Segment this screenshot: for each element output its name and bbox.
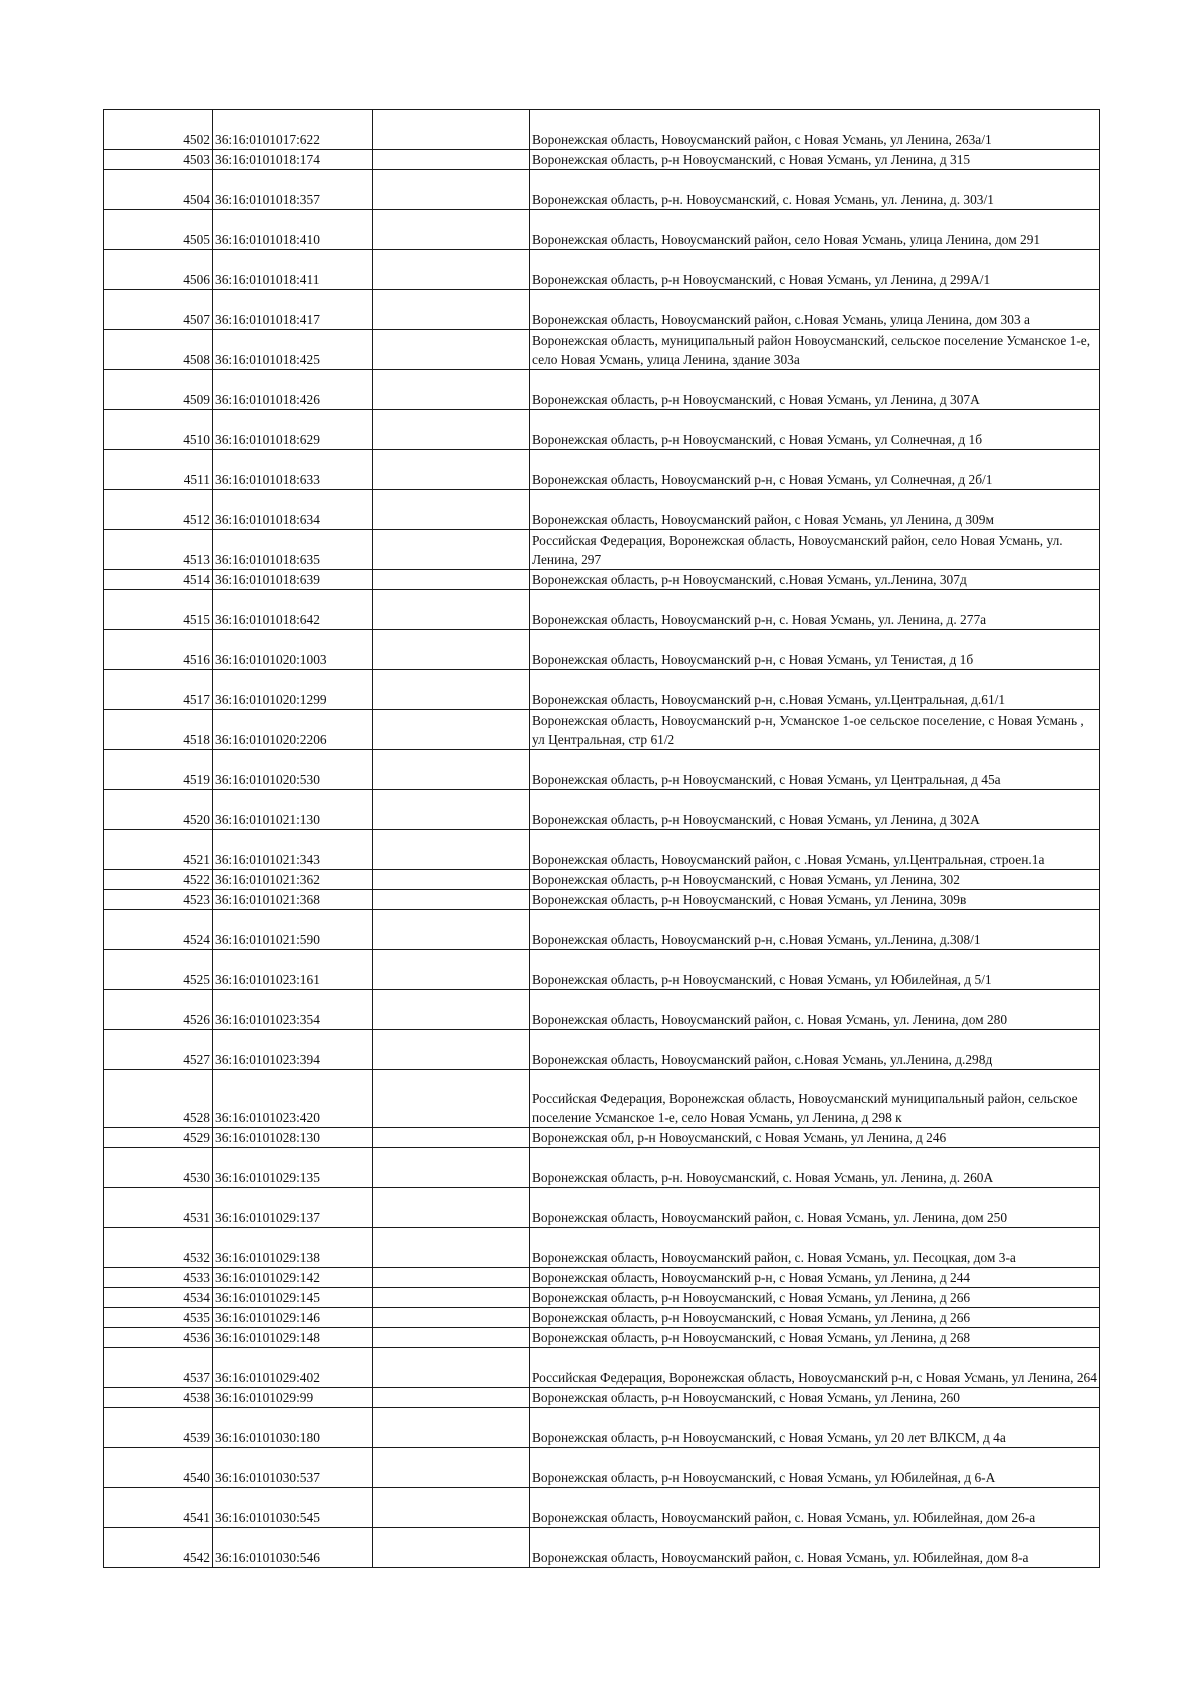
cadastral-number-cell: 36:16:0101029:138 — [213, 1228, 373, 1268]
address-cell: Воронежская область, Новоусманский район, с. Новая Усмань, ул. Юбилейная, дом 8-а — [530, 1528, 1100, 1568]
row-number-cell: 4508 — [104, 330, 213, 370]
row-number-cell: 4515 — [104, 590, 213, 630]
empty-cell — [373, 630, 530, 670]
row-number-cell: 4506 — [104, 250, 213, 290]
cadastral-number-cell: 36:16:0101021:130 — [213, 790, 373, 830]
table-row — [104, 110, 1100, 150]
empty-cell — [373, 330, 530, 370]
address-cell: Воронежская область, Новоусманский район, с Новая Усмань, ул Ленина, д 309м — [530, 490, 1100, 530]
table-row — [104, 1148, 1100, 1188]
table-row — [104, 1030, 1100, 1070]
row-number-cell: 4504 — [104, 170, 213, 210]
table-row — [104, 1348, 1100, 1388]
row-number-cell: 4540 — [104, 1448, 213, 1488]
row-number-cell: 4533 — [104, 1268, 213, 1288]
empty-cell — [373, 110, 530, 150]
row-number-cell: 4514 — [104, 570, 213, 590]
address-cell: Воронежская область, Новоусманский р-н, с Новая Усмань, ул Тенистая, д 1б — [530, 630, 1100, 670]
address-cell: Воронежская область, р-н Новоусманский, с Новая Усмань, ул Юбилейная, д 6-А — [530, 1448, 1100, 1488]
empty-cell — [373, 570, 530, 590]
row-number-cell: 4517 — [104, 670, 213, 710]
row-number-cell: 4513 — [104, 530, 213, 570]
table-row — [104, 450, 1100, 490]
address-cell: Воронежская область, Новоусманский р-н, с Новая Усмань, ул Солнечная, д 2б/1 — [530, 450, 1100, 490]
empty-cell — [373, 450, 530, 490]
cadastral-number-cell: 36:16:0101018:411 — [213, 250, 373, 290]
cadastral-number-cell: 36:16:0101018:642 — [213, 590, 373, 630]
empty-cell — [373, 1070, 530, 1128]
table-row — [104, 1308, 1100, 1328]
address-cell: Воронежская область, р-н Новоусманский, с Новая Усмань, ул 20 лет ВЛКСМ, д 4а — [530, 1408, 1100, 1448]
table-row — [104, 1488, 1100, 1528]
table-row — [104, 890, 1100, 910]
cadastral-number-cell: 36:16:0101018:629 — [213, 410, 373, 450]
row-number-cell: 4503 — [104, 150, 213, 170]
empty-cell — [373, 210, 530, 250]
empty-cell — [373, 250, 530, 290]
table-row — [104, 990, 1100, 1030]
row-number-cell: 4522 — [104, 870, 213, 890]
empty-cell — [373, 1288, 530, 1308]
table-row — [104, 870, 1100, 890]
cadastral-number-cell: 36:16:0101029:135 — [213, 1148, 373, 1188]
row-number-cell: 4519 — [104, 750, 213, 790]
empty-cell — [373, 1228, 530, 1268]
address-cell: Воронежская обл, р-н Новоусманский, с Новая Усмань, ул Ленина, д 246 — [530, 1128, 1100, 1148]
table-row — [104, 210, 1100, 250]
table-row — [104, 330, 1100, 370]
empty-cell — [373, 1388, 530, 1408]
cadastral-number-cell: 36:16:0101029:148 — [213, 1328, 373, 1348]
row-number-cell: 4535 — [104, 1308, 213, 1328]
table-row — [104, 1228, 1100, 1268]
address-cell: Воронежская область, р-н Новоусманский, с Новая Усмань, ул Солнечная, д 1б — [530, 410, 1100, 450]
row-number-cell: 4512 — [104, 490, 213, 530]
empty-cell — [373, 490, 530, 530]
table-row — [104, 1388, 1100, 1408]
table-row — [104, 1070, 1100, 1128]
cadastral-number-cell: 36:16:0101023:420 — [213, 1070, 373, 1128]
row-number-cell: 4536 — [104, 1328, 213, 1348]
address-cell: Воронежская область, р-н Новоусманский, с Новая Усмань, ул Юбилейная, д 5/1 — [530, 950, 1100, 990]
address-cell: Воронежская область, Новоусманский район, с. Новая Усмань, ул. Юбилейная, дом 26-а — [530, 1488, 1100, 1528]
table-row — [104, 490, 1100, 530]
cadastral-number-cell: 36:16:0101021:590 — [213, 910, 373, 950]
empty-cell — [373, 1268, 530, 1288]
cadastral-number-cell: 36:16:0101021:343 — [213, 830, 373, 870]
address-cell: Воронежская область, Новоусманский район, село Новая Усмань, улица Ленина, дом 291 — [530, 210, 1100, 250]
cadastral-number-cell: 36:16:0101018:633 — [213, 450, 373, 490]
row-number-cell: 4537 — [104, 1348, 213, 1388]
cadastral-number-cell: 36:16:0101018:357 — [213, 170, 373, 210]
address-cell: Воронежская область, р-н Новоусманский, с Новая Усмань, ул Ленина, 260 — [530, 1388, 1100, 1408]
cadastral-number-cell: 36:16:0101018:417 — [213, 290, 373, 330]
cadastral-number-cell: 36:16:0101030:537 — [213, 1448, 373, 1488]
address-cell: Воронежская область, Новоусманский район, с.Новая Усмань, улица Ленина, дом 303 а — [530, 290, 1100, 330]
empty-cell — [373, 1488, 530, 1528]
cadastral-number-cell: 36:16:0101017:622 — [213, 110, 373, 150]
cadastral-number-cell: 36:16:0101023:354 — [213, 990, 373, 1030]
table-row — [104, 1128, 1100, 1148]
address-cell: Воронежская область, р-н Новоусманский, с Новая Усмань, ул Ленина, д 299А/1 — [530, 250, 1100, 290]
cadastral-number-cell: 36:16:0101023:161 — [213, 950, 373, 990]
empty-cell — [373, 1528, 530, 1568]
row-number-cell: 4526 — [104, 990, 213, 1030]
table-row — [104, 710, 1100, 750]
cadastral-number-cell: 36:16:0101029:137 — [213, 1188, 373, 1228]
row-number-cell: 4538 — [104, 1388, 213, 1408]
table-row — [104, 1288, 1100, 1308]
empty-cell — [373, 370, 530, 410]
address-cell: Воронежская область, Новоусманский р-н, с. Новая Усмань, ул. Ленина, д. 277а — [530, 590, 1100, 630]
row-number-cell: 4507 — [104, 290, 213, 330]
address-cell: Воронежская область, р-н Новоусманский, с Новая Усмань, ул Ленина, 309в — [530, 890, 1100, 910]
address-cell: Воронежская область, Новоусманский район, с. Новая Усмань, ул. Песоцкая, дом 3-а — [530, 1228, 1100, 1268]
empty-cell — [373, 1408, 530, 1448]
address-cell: Воронежская область, Новоусманский район, с.Новая Усмань, ул.Ленина, д.298д — [530, 1030, 1100, 1070]
table-row — [104, 250, 1100, 290]
row-number-cell: 4523 — [104, 890, 213, 910]
row-number-cell: 4529 — [104, 1128, 213, 1148]
cadastral-number-cell: 36:16:0101020:1003 — [213, 630, 373, 670]
row-number-cell: 4509 — [104, 370, 213, 410]
address-cell: Российская Федерация, Воронежская область, Новоусманский р-н, с Новая Усмань, ул Ленина, 264 — [530, 1348, 1100, 1388]
cadastral-number-cell: 36:16:0101018:174 — [213, 150, 373, 170]
address-cell: Воронежская область, Новоусманский район, с. Новая Усмань, ул. Ленина, дом 280 — [530, 990, 1100, 1030]
row-number-cell: 4520 — [104, 790, 213, 830]
row-number-cell: 4527 — [104, 1030, 213, 1070]
table-row — [104, 170, 1100, 210]
table-row — [104, 1448, 1100, 1488]
row-number-cell: 4502 — [104, 110, 213, 150]
row-number-cell: 4530 — [104, 1148, 213, 1188]
table-row — [104, 910, 1100, 950]
address-cell: Воронежская область, р-н Новоусманский, с Новая Усмань, ул Ленина, д 266 — [530, 1308, 1100, 1328]
address-cell: Воронежская область, р-н Новоусманский, с.Новая Усмань, ул.Ленина, 307д — [530, 570, 1100, 590]
cadastral-number-cell: 36:16:0101018:634 — [213, 490, 373, 530]
empty-cell — [373, 1188, 530, 1228]
cadastral-number-cell: 36:16:0101023:394 — [213, 1030, 373, 1070]
empty-cell — [373, 670, 530, 710]
empty-cell — [373, 950, 530, 990]
address-cell: Воронежская область, р-н. Новоусманский, с. Новая Усмань, ул. Ленина, д. 260А — [530, 1148, 1100, 1188]
address-cell: Воронежская область, р-н Новоусманский, с Новая Усмань, ул Ленина, д 268 — [530, 1328, 1100, 1348]
table-row — [104, 1268, 1100, 1288]
cadastral-number-cell: 36:16:0101029:142 — [213, 1268, 373, 1288]
empty-cell — [373, 530, 530, 570]
cadastral-number-cell: 36:16:0101020:2206 — [213, 710, 373, 750]
table-row — [104, 830, 1100, 870]
row-number-cell: 4542 — [104, 1528, 213, 1568]
cadastral-number-cell: 36:16:0101018:635 — [213, 530, 373, 570]
empty-cell — [373, 410, 530, 450]
address-cell: Воронежская область, р-н Новоусманский, с Новая Усмань, ул Ленина, д 307А — [530, 370, 1100, 410]
empty-cell — [373, 990, 530, 1030]
empty-cell — [373, 1030, 530, 1070]
address-cell: Воронежская область, Новоусманский район, с Новая Усмань, ул Ленина, 263а/1 — [530, 110, 1100, 150]
table-row — [104, 1188, 1100, 1228]
cadastral-number-cell: 36:16:0101021:368 — [213, 890, 373, 910]
cadastral-table — [103, 109, 1100, 1568]
table-row — [104, 750, 1100, 790]
address-cell: Воронежская область, Новоусманский р-н, с.Новая Усмань, ул.Центральная, д.61/1 — [530, 670, 1100, 710]
address-cell: Воронежская область, р-н. Новоусманский, с. Новая Усмань, ул. Ленина, д. 303/1 — [530, 170, 1100, 210]
address-cell: Российская Федерация, Воронежская область, Новоусманский район, село Новая Усмань, ул. Ленина, 297 — [530, 530, 1100, 570]
empty-cell — [373, 1448, 530, 1488]
cadastral-number-cell: 36:16:0101030:545 — [213, 1488, 373, 1528]
cadastral-number-cell: 36:16:0101029:402 — [213, 1348, 373, 1388]
empty-cell — [373, 710, 530, 750]
address-cell: Российская Федерация, Воронежская область, Новоусманский муниципальный район, сельское поселение Усманское 1-е, село Новая Усмань, ул Ленина, д 298 к — [530, 1070, 1100, 1128]
cadastral-number-cell: 36:16:0101018:425 — [213, 330, 373, 370]
address-cell: Воронежская область, Новоусманский район, с .Новая Усмань, ул.Центральная, строен.1а — [530, 830, 1100, 870]
row-number-cell: 4525 — [104, 950, 213, 990]
table-row — [104, 670, 1100, 710]
row-number-cell: 4516 — [104, 630, 213, 670]
cadastral-number-cell: 36:16:0101018:426 — [213, 370, 373, 410]
empty-cell — [373, 870, 530, 890]
table-row — [104, 1528, 1100, 1568]
table-row — [104, 150, 1100, 170]
empty-cell — [373, 830, 530, 870]
row-number-cell: 4511 — [104, 450, 213, 490]
address-cell: Воронежская область, р-н Новоусманский, с Новая Усмань, ул Ленина, д 266 — [530, 1288, 1100, 1308]
row-number-cell: 4524 — [104, 910, 213, 950]
cadastral-number-cell: 36:16:0101018:639 — [213, 570, 373, 590]
row-number-cell: 4534 — [104, 1288, 213, 1308]
address-cell: Воронежская область, Новоусманский район, с. Новая Усмань, ул. Ленина, дом 250 — [530, 1188, 1100, 1228]
empty-cell — [373, 910, 530, 950]
table-row — [104, 630, 1100, 670]
cadastral-number-cell: 36:16:0101028:130 — [213, 1128, 373, 1148]
address-cell: Воронежская область, р-н Новоусманский, с Новая Усмань, ул Центральная, д 45а — [530, 750, 1100, 790]
row-number-cell: 4539 — [104, 1408, 213, 1448]
address-cell: Воронежская область, р-н Новоусманский, с Новая Усмань, ул Ленина, 302 — [530, 870, 1100, 890]
table-row — [104, 590, 1100, 630]
address-cell: Воронежская область, Новоусманский р-н, с.Новая Усмань, ул.Ленина, д.308/1 — [530, 910, 1100, 950]
row-number-cell: 4518 — [104, 710, 213, 750]
table-row — [104, 410, 1100, 450]
table-row — [104, 370, 1100, 410]
cadastral-table-body — [104, 110, 1100, 1568]
cadastral-number-cell: 36:16:0101029:145 — [213, 1288, 373, 1308]
row-number-cell: 4532 — [104, 1228, 213, 1268]
address-cell: Воронежская область, р-н Новоусманский, с Новая Усмань, ул Ленина, д 302А — [530, 790, 1100, 830]
row-number-cell: 4521 — [104, 830, 213, 870]
cadastral-number-cell: 36:16:0101021:362 — [213, 870, 373, 890]
empty-cell — [373, 890, 530, 910]
cadastral-number-cell: 36:16:0101020:530 — [213, 750, 373, 790]
table-row — [104, 1408, 1100, 1448]
empty-cell — [373, 150, 530, 170]
cadastral-number-cell: 36:16:0101030:546 — [213, 1528, 373, 1568]
row-number-cell: 4531 — [104, 1188, 213, 1228]
cadastral-number-cell: 36:16:0101030:180 — [213, 1408, 373, 1448]
empty-cell — [373, 170, 530, 210]
empty-cell — [373, 750, 530, 790]
table-row — [104, 570, 1100, 590]
empty-cell — [373, 1308, 530, 1328]
address-cell: Воронежская область, р-н Новоусманский, с Новая Усмань, ул Ленина, д 315 — [530, 150, 1100, 170]
row-number-cell: 4505 — [104, 210, 213, 250]
row-number-cell: 4510 — [104, 410, 213, 450]
address-cell: Воронежская область, Новоусманский р-н, с Новая Усмань, ул Ленина, д 244 — [530, 1268, 1100, 1288]
address-cell: Воронежская область, муниципальный район Новоусманский, сельское поселение Усманское 1-е, село Новая Усмань, улица Ленина, здание 303а — [530, 330, 1100, 370]
empty-cell — [373, 290, 530, 330]
cadastral-number-cell: 36:16:0101020:1299 — [213, 670, 373, 710]
row-number-cell: 4528 — [104, 1070, 213, 1128]
empty-cell — [373, 1128, 530, 1148]
empty-cell — [373, 790, 530, 830]
table-row — [104, 290, 1100, 330]
empty-cell — [373, 1348, 530, 1388]
table-row — [104, 790, 1100, 830]
table-row — [104, 530, 1100, 570]
empty-cell — [373, 590, 530, 630]
address-cell: Воронежская область, Новоусманский р-н, Усманское 1-ое сельское поселение, с Новая Усмань , ул Центральная, стр 61/2 — [530, 710, 1100, 750]
cadastral-number-cell: 36:16:0101029:99 — [213, 1388, 373, 1408]
cadastral-number-cell: 36:16:0101029:146 — [213, 1308, 373, 1328]
empty-cell — [373, 1328, 530, 1348]
row-number-cell: 4541 — [104, 1488, 213, 1528]
empty-cell — [373, 1148, 530, 1188]
table-row — [104, 950, 1100, 990]
cadastral-number-cell: 36:16:0101018:410 — [213, 210, 373, 250]
table-row — [104, 1328, 1100, 1348]
